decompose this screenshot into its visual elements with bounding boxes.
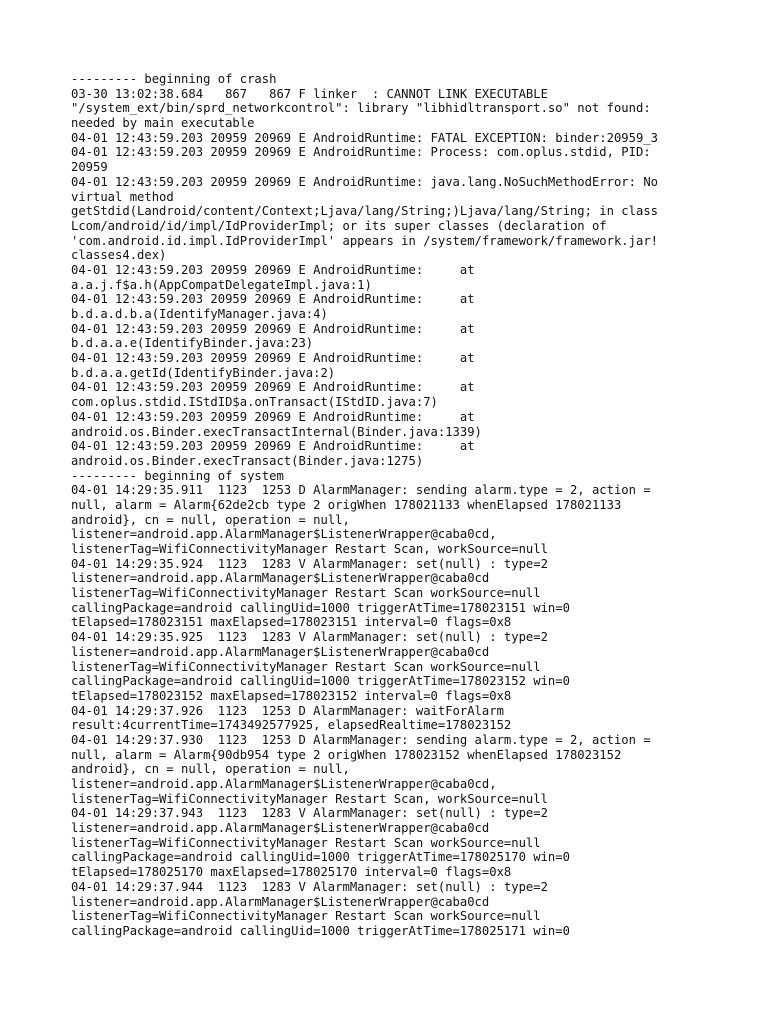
log-line: tElapsed=178023151 maxElapsed=178023151 interval=0 flags=0x8 bbox=[71, 615, 512, 630]
log-line: 04-01 14:29:37.944 1123 1283 V AlarmManager: set(null) : type=2 bbox=[71, 879, 548, 894]
log-line: --------- beginning of system bbox=[71, 468, 284, 483]
log-line: b.d.a.a.e(IdentifyBinder.java:23) bbox=[71, 336, 314, 351]
log-line: callingPackage=android callingUid=1000 triggerAtTime=178023152 win=0 bbox=[71, 674, 570, 689]
log-line: callingPackage=android callingUid=1000 triggerAtTime=178025170 win=0 bbox=[71, 850, 570, 865]
log-line: Lcom/android/id/impl/IdProviderImpl; or its super classes (declaration of bbox=[71, 218, 607, 233]
log-line: android.os.Binder.execTransact(Binder.java:1275) bbox=[71, 453, 424, 468]
log-line: b.d.a.d.b.a(IdentifyManager.java:4) bbox=[71, 307, 328, 321]
log-line: tElapsed=178025170 maxElapsed=178025170 interval=0 flags=0x8 bbox=[71, 865, 512, 880]
log-line: listenerTag=WifiConnectivityManager Restart Scan workSource=null bbox=[71, 659, 541, 674]
log-line: listener=android.app.AlarmManager$ListenerWrapper@caba0cd bbox=[71, 644, 490, 659]
log-line: classes4.dex) bbox=[71, 248, 167, 263]
log-line: 04-01 12:43:59.203 20959 20969 E AndroidRuntime: at bbox=[71, 409, 475, 424]
log-line: listener=android.app.AlarmManager$ListenerWrapper@caba0cd, bbox=[71, 527, 497, 542]
log-line: 04-01 12:43:59.203 20959 20969 E AndroidRuntime: at bbox=[71, 351, 475, 366]
log-line: listenerTag=WifiConnectivityManager Restart Scan, workSource=null bbox=[71, 791, 548, 806]
log-line: 04-01 12:43:59.203 20959 20969 E AndroidRuntime: at bbox=[71, 380, 475, 395]
log-line: com.oplus.stdid.IStdID$a.onTransact(IStdID.java:7) bbox=[71, 395, 438, 410]
log-line: null, alarm = Alarm{90db954 type 2 origWhen 178023152 whenElapsed 178023152 bbox=[71, 747, 622, 762]
log-text-block bbox=[71, 72, 711, 939]
log-line: listener=android.app.AlarmManager$ListenerWrapper@caba0cd bbox=[71, 821, 490, 836]
log-line: 04-01 14:29:37.943 1123 1283 V AlarmManager: set(null) : type=2 bbox=[71, 806, 548, 821]
log-line: "/system_ext/bin/sprd_networkcontrol": library "libhidltransport.so" not found: bbox=[71, 101, 651, 116]
log-line: a.a.j.f$a.h(AppCompatDelegateImpl.java:1) bbox=[71, 277, 372, 292]
log-line: listenerTag=WifiConnectivityManager Restart Scan, workSource=null bbox=[71, 542, 548, 556]
log-line: 20959 bbox=[71, 160, 108, 175]
log-line: callingPackage=android callingUid=1000 triggerAtTime=178023151 win=0 bbox=[71, 600, 570, 615]
log-line: b.d.a.a.getId(IdentifyBinder.java:2) bbox=[71, 365, 336, 380]
log-line: virtual method bbox=[71, 189, 174, 204]
log-line: null, alarm = Alarm{62de2cb type 2 origWhen 178021133 whenElapsed 178021133 bbox=[71, 497, 622, 512]
log-line: result:4currentTime=1743492577925, elapsedRealtime=178023152 bbox=[71, 718, 512, 733]
log-line: 04-01 14:29:37.926 1123 1253 D AlarmManager: waitForAlarm bbox=[71, 703, 504, 718]
log-line: 04-01 14:29:35.924 1123 1283 V AlarmManager: set(null) : type=2 bbox=[71, 556, 548, 571]
log-line: needed by main executable bbox=[71, 116, 255, 131]
log-line: --------- beginning of crash bbox=[71, 72, 277, 86]
log-line: 04-01 12:43:59.203 20959 20969 E AndroidRuntime: java.lang.NoSuchMethodError: No bbox=[71, 174, 658, 189]
log-line: 'com.android.id.impl.IdProviderImpl' appears in /system/framework/framework.jar! bbox=[71, 233, 658, 248]
log-line: tElapsed=178023152 maxElapsed=178023152 interval=0 flags=0x8 bbox=[71, 688, 512, 703]
log-line: android}, cn = null, operation = null, bbox=[71, 512, 350, 527]
log-line: android.os.Binder.execTransactInternal(Binder.java:1339) bbox=[71, 424, 482, 439]
log-line: listenerTag=WifiConnectivityManager Restart Scan workSource=null bbox=[71, 586, 541, 601]
log-line: 04-01 14:29:35.911 1123 1253 D AlarmManager: sending alarm.type = 2, action = bbox=[71, 483, 651, 498]
log-line: 04-01 14:29:37.930 1123 1253 D AlarmManager: sending alarm.type = 2, action = bbox=[71, 732, 651, 747]
log-line: 04-01 12:43:59.203 20959 20969 E AndroidRuntime: FATAL EXCEPTION: binder:20959_3 bbox=[71, 130, 658, 145]
log-line: 03-30 13:02:38.684 867 867 F linker : CANNOT LINK EXECUTABLE bbox=[71, 86, 548, 101]
log-line: listenerTag=WifiConnectivityManager Restart Scan workSource=null bbox=[71, 909, 541, 924]
log-line: listener=android.app.AlarmManager$ListenerWrapper@caba0cd, bbox=[71, 777, 497, 791]
log-line: listener=android.app.AlarmManager$ListenerWrapper@caba0cd bbox=[71, 571, 490, 586]
log-line: 04-01 12:43:59.203 20959 20969 E AndroidRuntime: at bbox=[71, 262, 475, 277]
log-line: listenerTag=WifiConnectivityManager Restart Scan workSource=null bbox=[71, 835, 541, 850]
log-line: android}, cn = null, operation = null, bbox=[71, 762, 350, 777]
log-line: 04-01 12:43:59.203 20959 20969 E AndroidRuntime: Process: com.oplus.stdid, PID: bbox=[71, 145, 651, 160]
log-line: callingPackage=android callingUid=1000 triggerAtTime=178025171 win=0 bbox=[71, 923, 570, 938]
log-line: listener=android.app.AlarmManager$ListenerWrapper@caba0cd bbox=[71, 894, 490, 909]
log-line: 04-01 12:43:59.203 20959 20969 E AndroidRuntime: at bbox=[71, 292, 475, 307]
log-line: getStdid(Landroid/content/Context;Ljava/lang/String;)Ljava/lang/String; in class bbox=[71, 204, 658, 219]
log-line: 04-01 14:29:35.925 1123 1283 V AlarmManager: set(null) : type=2 bbox=[71, 630, 548, 645]
log-line: 04-01 12:43:59.203 20959 20969 E AndroidRuntime: at bbox=[71, 439, 475, 454]
log-line: 04-01 12:43:59.203 20959 20969 E AndroidRuntime: at bbox=[71, 321, 475, 336]
